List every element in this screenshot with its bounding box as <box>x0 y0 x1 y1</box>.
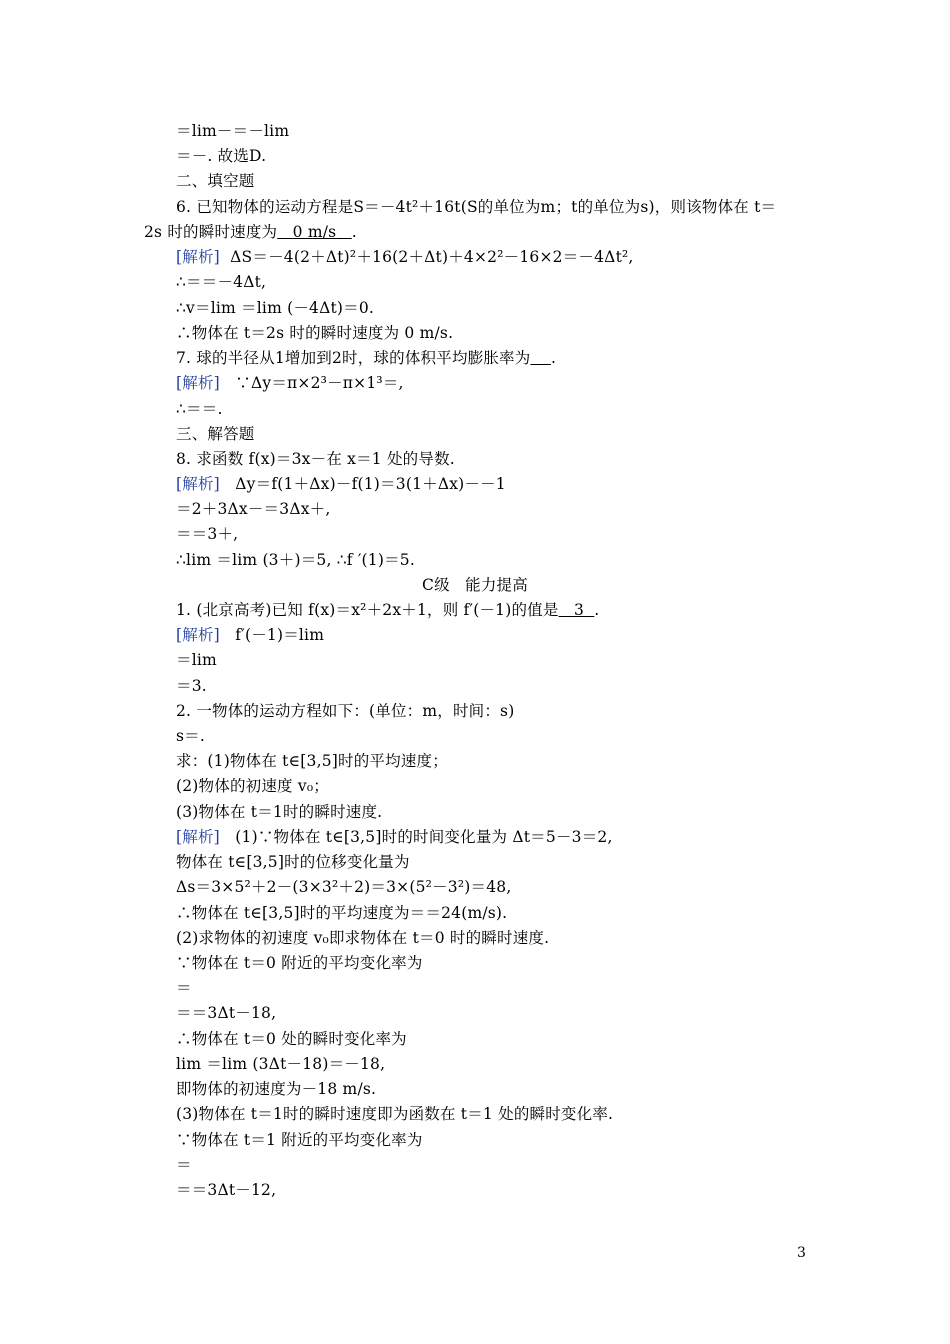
solution-line: [解析] ∵Δy＝π×2³－π×1³＝, <box>176 374 404 392</box>
text-line: ＝－. 故选D. <box>176 147 267 165</box>
text-line: ＝＝3＋, <box>176 525 239 543</box>
text-line: ＝ <box>176 1156 192 1174</box>
text-line: ∴物体在 t＝0 处的瞬时变化率为 <box>176 1030 407 1048</box>
analysis-tag: [解析] <box>176 374 220 392</box>
question-c1: 1. (北京高考)已知 f(x)＝x²＋2x＋1，则 f′(－1)的值是 3 . <box>176 601 600 619</box>
text-line: ＝＝3Δt－12, <box>176 1181 277 1199</box>
text-line: lim ＝lim (3Δt－18)＝－18, <box>176 1055 386 1073</box>
question-7: 7. 球的半径从1增加到2时，球的体积平均膨胀率为 . <box>176 349 557 367</box>
text-line: ＝＝3Δt－18, <box>176 1004 277 1022</box>
text-line: Δs＝3×5²＋2－(3×3²＋2)＝3×(5²－3²)＝48, <box>176 878 512 896</box>
text-line: ＝ <box>176 979 192 997</box>
text-line: ∴物体在 t∈[3,5]时的平均速度为＝＝24(m/s). <box>176 904 508 922</box>
question-6: 6. 已知物体的运动方程是S＝－4t²＋16t(S的单位为m；t的单位为s)，则该物体在 t＝ <box>176 198 777 216</box>
text-line: ∴物体在 t＝2s 时的瞬时速度为 0 m/s. <box>176 324 454 342</box>
analysis-tag: [解析] <box>176 626 220 644</box>
text-line: 求：(1)物体在 t∈[3,5]时的平均速度； <box>176 752 448 770</box>
analysis-tag: [解析] <box>176 248 220 266</box>
answer-blank: 0 m/s <box>292 223 337 241</box>
text-line: ＝lim－＝－lim <box>176 122 290 140</box>
section-heading: 三、解答题 <box>176 425 255 443</box>
question-6-cont: 2s 时的瞬时速度为 0 m/s . <box>144 223 357 241</box>
text-line: (2)求物体的初速度 v₀即求物体在 t＝0 时的瞬时速度. <box>176 929 550 947</box>
text-line: ＝3. <box>176 677 207 695</box>
text-line: 即物体的初速度为－18 m/s. <box>176 1080 377 1098</box>
solution-line: [解析] (1)∵物体在 t∈[3,5]时的时间变化量为 Δt＝5－3＝2, <box>176 828 613 846</box>
question-8: 8. 求函数 f(x)＝3x－在 x＝1 处的导数. <box>176 450 455 468</box>
text-line: ∴lim ＝lim (3＋)＝5, ∴f ′(1)＝5. <box>176 551 416 569</box>
solution-line: [解析] ΔS＝－4(2＋Δt)²＋16(2＋Δt)＋4×2²－16×2＝－4Δt², <box>176 248 634 266</box>
analysis-tag: [解析] <box>176 475 220 493</box>
section-heading: 二、填空题 <box>176 172 255 190</box>
question-c2: 2. 一物体的运动方程如下：(单位：m，时间：s) <box>176 702 515 720</box>
page-number: 3 <box>797 1245 806 1261</box>
answer-blank: 3 <box>573 601 585 619</box>
analysis-tag: [解析] <box>176 828 220 846</box>
text-line: ∵物体在 t＝0 附近的平均变化率为 <box>176 954 423 972</box>
text-line: s＝. <box>176 727 205 745</box>
solution-line: [解析] f′(－1)＝lim <box>176 626 325 644</box>
text-line: (3)物体在 t＝1时的瞬时速度即为函数在 t＝1 处的瞬时变化率. <box>176 1105 614 1123</box>
text-line: ∴＝＝. <box>176 400 223 418</box>
section-title: C级 能力提高 <box>422 576 528 594</box>
text-line: ∴＝＝－4Δt, <box>176 273 267 291</box>
text-line: ＝lim <box>176 651 217 669</box>
text-line: ＝2＋3Δx－＝3Δx＋, <box>176 500 331 518</box>
answer-blank <box>530 349 551 367</box>
text-line: (2)物体的初速度 v₀； <box>176 777 329 795</box>
text-line: 物体在 t∈[3,5]时的位移变化量为 <box>176 853 410 871</box>
text-line: ∵物体在 t＝1 附近的平均变化率为 <box>176 1131 423 1149</box>
solution-line: [解析] Δy＝f(1＋Δx)－f(1)＝3(1＋Δx)－－1 <box>176 475 506 493</box>
text-line: ∴v＝lim ＝lim (－4Δt)＝0. <box>176 299 375 317</box>
text-line: (3)物体在 t＝1时的瞬时速度. <box>176 803 383 821</box>
